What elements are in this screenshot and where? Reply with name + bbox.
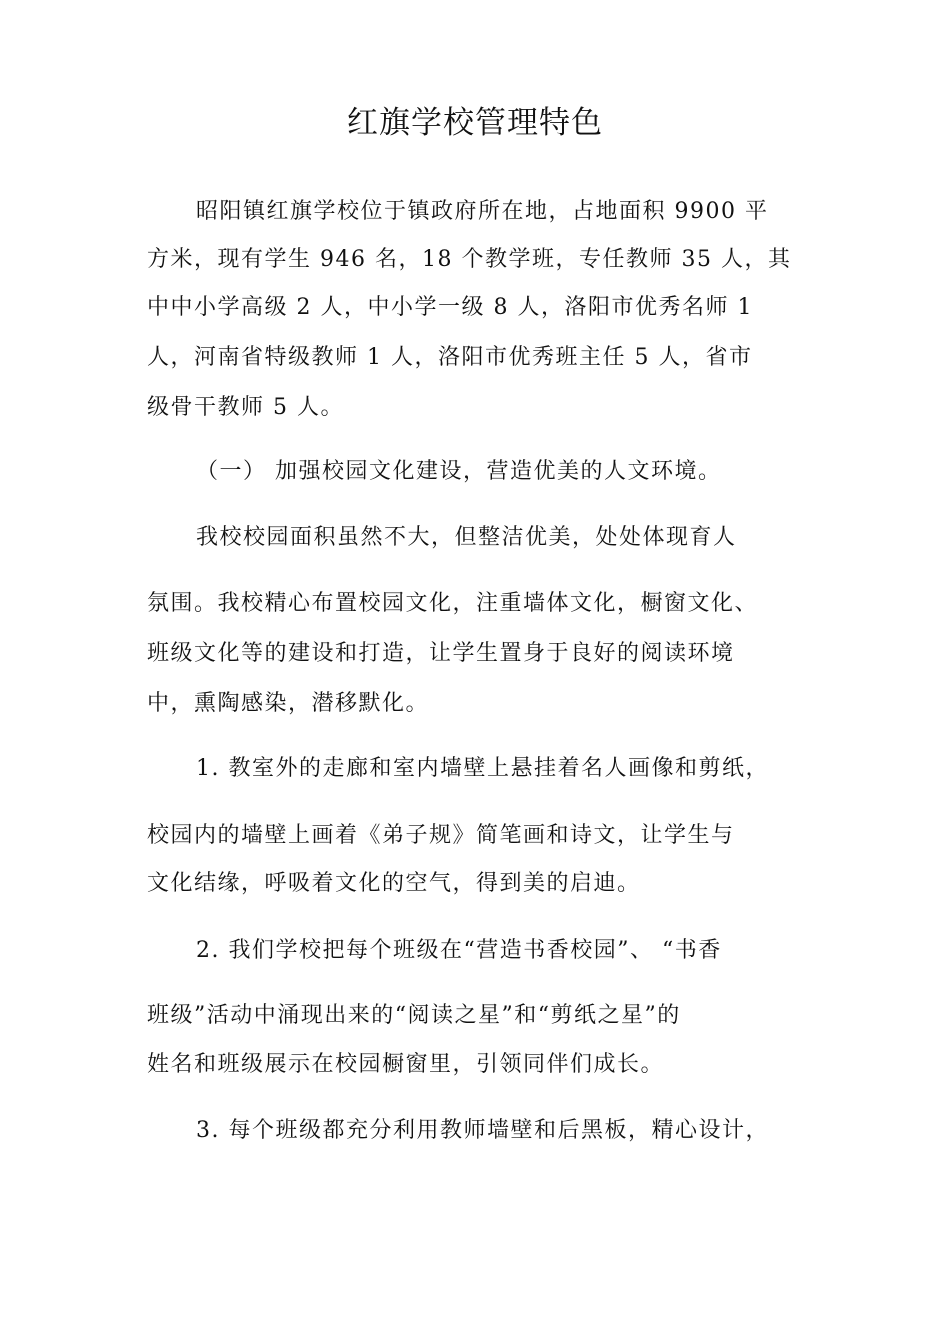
item-3-line-1: 3. 每个班级都充分利用教师墙壁和后黑板，精心设计， [196,1118,769,1143]
item-2-line-1: 2. 我们学校把每个班级在“营造书香校园”、 “书香 [196,938,722,963]
paragraph-2-line-3: 班级文化等的建设和打造，让学生置身于良好的阅读环境 [147,641,735,666]
item-1-line-3: 文化结缘，呼吸着文化的空气，得到美的启迪。 [147,871,641,896]
paragraph-2-line-1: 我校校园面积虽然不大，但整洁优美，处处体现育人 [196,525,737,550]
paragraph-2-line-2: 氛围。我校精心布置校园文化，注重墙体文化，橱窗文化、 [147,591,759,616]
document-title: 红旗学校管理特色 [347,105,603,141]
item-1-line-2: 校园内的墙壁上画着《弟子规》简笔画和诗文，让学生与 [147,823,735,848]
paragraph-1-line-2: 方米，现有学生 946 名，18 个教学班，专任教师 35 人，其 [147,247,792,272]
paragraph-2-line-4: 中，熏陶感染，潜移默化。 [147,691,430,716]
item-2-line-3: 姓名和班级展示在校园橱窗里，引领同伴们成长。 [147,1052,665,1077]
section-heading-1: （一） 加强校园文化建设，营造优美的人文环境。 [196,459,722,484]
paragraph-1-line-4: 人，河南省特级教师 1 人，洛阳市优秀班主任 5 人，省市 [147,345,753,370]
item-2-line-2: 班级”活动中涌现出来的“阅读之星”和“剪纸之星”的 [147,1003,681,1028]
paragraph-1-line-1: 昭阳镇红旗学校位于镇政府所在地，占地面积 9900 平 [196,199,769,224]
paragraph-1-line-3: 中中小学高级 2 人，中小学一级 8 人，洛阳市优秀名师 1 [147,295,753,320]
item-1-line-1: 1. 教室外的走廊和室内墙壁上悬挂着名人画像和剪纸， [196,756,769,781]
paragraph-1-line-5: 级骨干教师 5 人。 [147,395,344,420]
